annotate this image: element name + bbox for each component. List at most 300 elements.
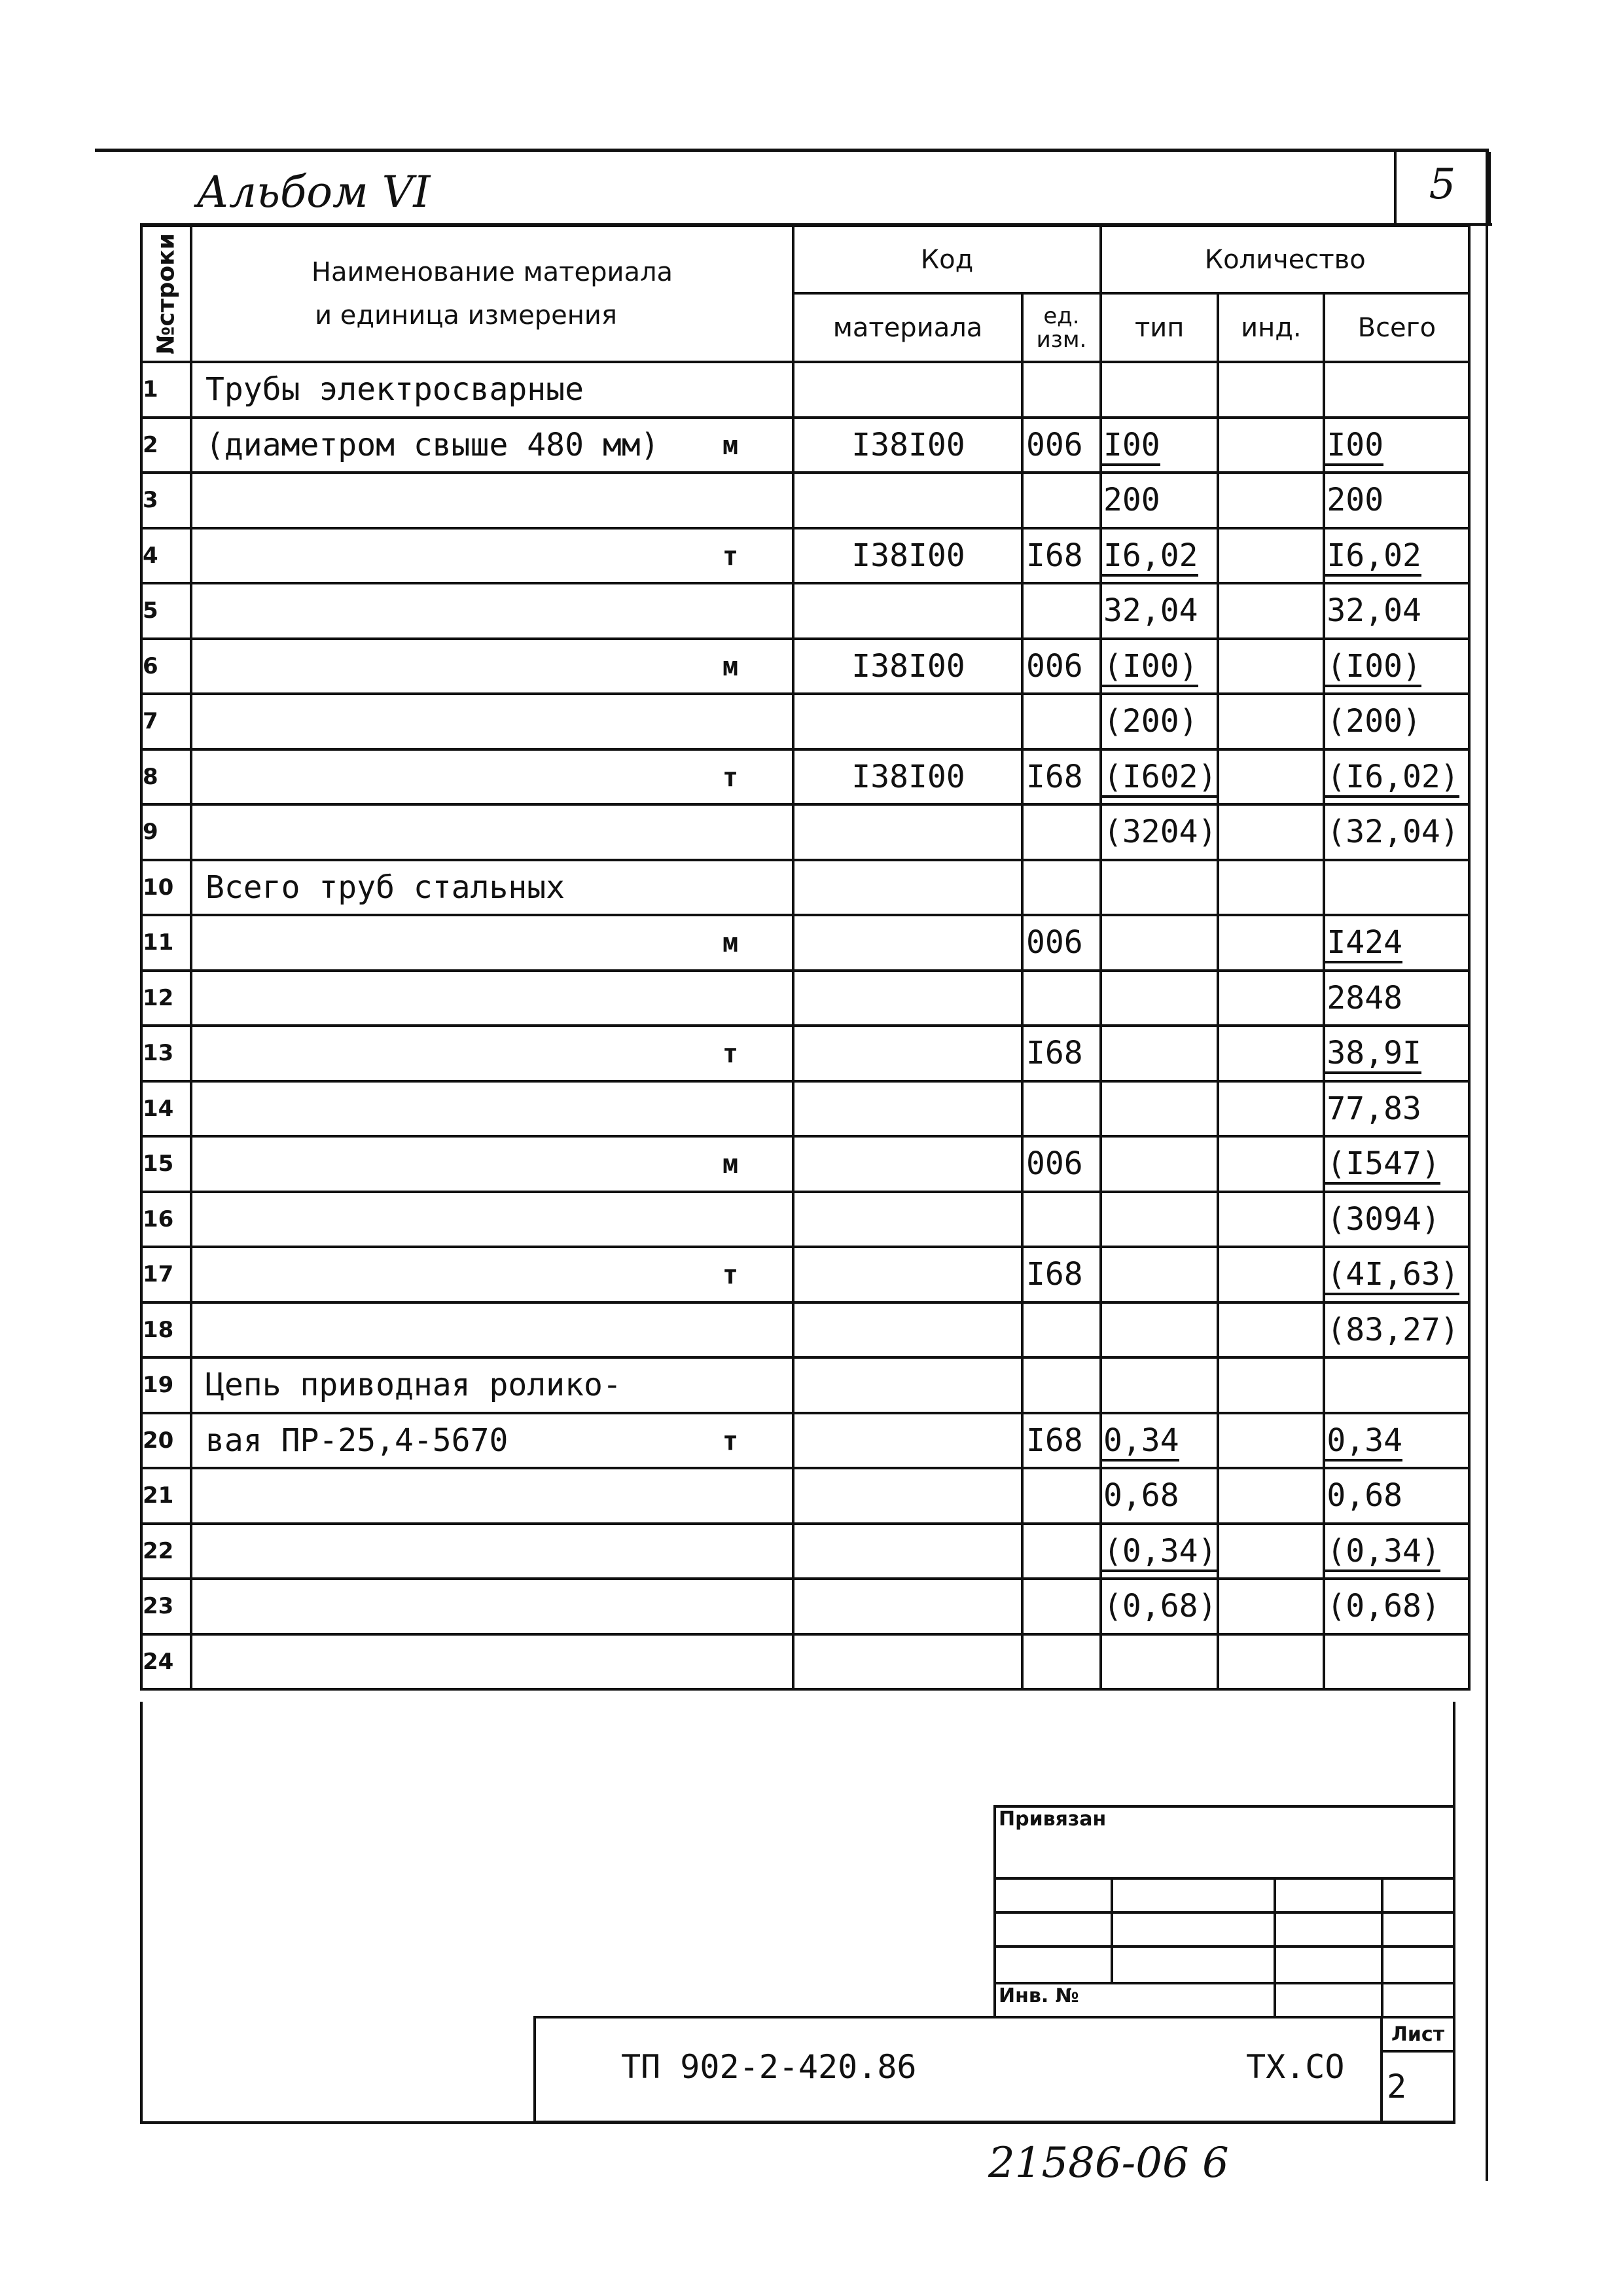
material-code-cell <box>793 1579 1022 1634</box>
row-number: 2 <box>143 431 158 458</box>
row-number-cell <box>141 362 191 418</box>
qty-total: (0,68) <box>1327 1588 1440 1625</box>
qty-total-cell <box>1324 1136 1469 1192</box>
doc-mark: ТХ.СО <box>1246 2048 1345 2086</box>
table-row <box>141 1357 1469 1413</box>
material-code <box>907 371 908 408</box>
document-stamp <box>533 2016 1455 2123</box>
sheet-label: Лист <box>1382 2017 1454 2051</box>
material-name: (диаметром свыше 480 мм) <box>205 426 660 463</box>
qty-type <box>1102 1312 1103 1348</box>
material-code-cell <box>793 1634 1022 1690</box>
qty-type-cell <box>1101 1524 1218 1579</box>
qty-total: 32,04 <box>1327 592 1421 630</box>
qty-total: (I6,02) <box>1325 759 1459 798</box>
table-row <box>141 804 1469 860</box>
page-number-box <box>1394 152 1491 224</box>
unit-letter: м <box>722 928 739 958</box>
qty-type: 200 <box>1103 482 1160 519</box>
qty-total-cell <box>1324 639 1469 694</box>
qty-total-cell <box>1324 362 1469 418</box>
qty-type <box>1102 980 1103 1016</box>
qty-total-cell <box>1324 694 1469 749</box>
table-row <box>141 528 1469 584</box>
material-code <box>907 482 908 518</box>
top-rule <box>95 149 1489 152</box>
material-code-cell <box>793 1192 1022 1247</box>
binding-stamp <box>993 1805 1455 2018</box>
qty-type-cell <box>1101 1026 1218 1081</box>
qty-total: I00 <box>1325 427 1383 466</box>
sheet-value: 2 <box>1382 2051 1454 2122</box>
unit-code <box>1025 1588 1026 1624</box>
qty-total: 77,83 <box>1327 1090 1421 1127</box>
qty-total-cell <box>1324 1081 1469 1137</box>
unit-code-cell <box>1022 1413 1101 1469</box>
material-code-cell <box>793 804 1022 860</box>
material-code <box>907 1256 908 1293</box>
unit-letter: т <box>722 762 739 793</box>
bound-label: Привязан <box>999 1808 1107 1831</box>
qty-type: I6,02 <box>1102 537 1198 577</box>
row-number-cell <box>141 1524 191 1579</box>
doc-code: ТП 902-2-420.86 <box>621 2048 917 2086</box>
qty-total-cell <box>1324 1357 1469 1413</box>
material-name-cell <box>191 860 793 916</box>
material-name-cell <box>191 1247 793 1302</box>
unit-code-cell <box>1022 1192 1101 1247</box>
qty-type <box>1102 1145 1103 1182</box>
material-name-cell <box>191 362 793 418</box>
unit-code-cell <box>1022 528 1101 584</box>
qty-type: 0,68 <box>1103 1477 1179 1515</box>
qty-total: 200 <box>1327 482 1384 519</box>
material-name-cell <box>191 1192 793 1247</box>
row-number: 16 <box>143 1206 174 1232</box>
qty-total: 38,9I <box>1325 1035 1421 1074</box>
table-row <box>141 362 1469 418</box>
row-number: 13 <box>143 1040 174 1067</box>
material-code-cell <box>793 473 1022 528</box>
material-name: Цепь приводная ролико- <box>205 1367 622 1404</box>
qty-total-cell <box>1324 1468 1469 1524</box>
frame-left <box>140 1702 143 2124</box>
material-code-cell <box>793 1247 1022 1302</box>
unit-code-cell <box>1022 1579 1101 1634</box>
material-code-cell <box>793 1026 1022 1081</box>
row-number-cell <box>141 418 191 473</box>
qty-total: (I00) <box>1325 648 1421 687</box>
row-number: 3 <box>143 487 158 514</box>
qty-ind-cell <box>1218 1302 1324 1358</box>
material-name <box>192 1643 205 1680</box>
material-name <box>192 648 205 685</box>
row-no-header <box>141 226 191 362</box>
material-name <box>192 537 205 574</box>
row-number: 17 <box>143 1261 174 1288</box>
material-code: I38I00 <box>851 537 965 574</box>
material-name <box>192 1477 205 1514</box>
qty-type-cell <box>1101 1413 1218 1469</box>
material-name-cell <box>191 583 793 639</box>
qty-total-cell <box>1324 1247 1469 1302</box>
material-name-cell <box>191 1413 793 1469</box>
unit-letter: т <box>722 1260 739 1290</box>
bound-cell <box>995 1806 1454 1878</box>
qty-ind-cell <box>1218 1468 1324 1524</box>
row-number: 5 <box>143 598 158 624</box>
qty-total-header: Всего <box>1324 293 1469 362</box>
name-header-line2: и единица измерения <box>315 300 617 331</box>
material-code-cell <box>793 583 1022 639</box>
qty-total <box>1325 1643 1327 1680</box>
table-row <box>141 971 1469 1026</box>
qty-type <box>1102 1035 1103 1071</box>
qty-total-cell <box>1324 1579 1469 1634</box>
material-name-cell <box>191 1081 793 1137</box>
qty-ind-cell <box>1218 971 1324 1026</box>
table-body <box>141 362 1469 1689</box>
row-number-cell <box>141 1026 191 1081</box>
material-name-cell <box>191 749 793 805</box>
qty-total-cell <box>1324 915 1469 971</box>
table-row <box>141 1634 1469 1690</box>
table-row <box>141 583 1469 639</box>
material-code-cell <box>793 1468 1022 1524</box>
material-code <box>907 1533 908 1570</box>
table-row <box>141 1413 1469 1469</box>
material-code-cell <box>793 915 1022 971</box>
qty-type <box>1102 1090 1103 1127</box>
material-name: Всего труб стальных <box>205 869 565 906</box>
unit-letter: т <box>722 541 739 571</box>
table-row <box>141 1192 1469 1247</box>
qty-total-cell <box>1324 1634 1469 1690</box>
right-margin-line <box>1486 152 1488 2181</box>
qty-ind-cell <box>1218 1192 1324 1247</box>
unit-letter: т <box>722 1039 739 1069</box>
row-number: 19 <box>143 1372 174 1399</box>
qty-type-cell <box>1101 1302 1218 1358</box>
material-name <box>192 1533 205 1570</box>
qty-type-cell <box>1101 583 1218 639</box>
qty-ind-cell <box>1218 362 1324 418</box>
unit-letter: м <box>722 651 739 682</box>
unit-code <box>1025 1533 1026 1570</box>
qty-type-cell <box>1101 1081 1218 1137</box>
material-code-cell <box>793 1302 1022 1358</box>
material-code: I38I00 <box>851 758 965 795</box>
unit-code <box>1025 1367 1026 1403</box>
row-number: 11 <box>143 929 174 956</box>
table-row <box>141 1302 1469 1358</box>
code-unit-header: ед. изм. <box>1022 293 1101 362</box>
row-number-cell <box>141 1247 191 1302</box>
material-code <box>907 1090 908 1127</box>
material-code-cell <box>793 694 1022 749</box>
qty-type-cell <box>1101 362 1218 418</box>
row-number: 12 <box>143 984 174 1011</box>
qty-total: 0,68 <box>1327 1477 1402 1515</box>
row-number-cell <box>141 749 191 805</box>
material-code <box>907 814 908 850</box>
qty-total-cell <box>1324 1302 1469 1358</box>
unit-code <box>1025 1643 1026 1680</box>
material-code <box>907 1643 908 1680</box>
qty-total: I6,02 <box>1325 537 1421 577</box>
qty-type <box>1102 1643 1103 1680</box>
material-code <box>907 1312 908 1348</box>
inv-label: Инв. № <box>999 1984 1079 2007</box>
material-code-cell <box>793 418 1022 473</box>
material-name <box>192 1312 205 1348</box>
qty-total: (4I,63) <box>1325 1256 1459 1295</box>
material-code-cell <box>793 362 1022 418</box>
material-code <box>907 592 908 629</box>
qty-total: (200) <box>1327 703 1421 740</box>
table-row <box>141 1081 1469 1137</box>
unit-code-cell <box>1022 473 1101 528</box>
row-number: 14 <box>143 1095 174 1122</box>
row-number-cell <box>141 473 191 528</box>
material-code-cell <box>793 528 1022 584</box>
table-row <box>141 1136 1469 1192</box>
unit-letter: т <box>722 1426 739 1456</box>
qty-type <box>1102 371 1103 408</box>
album-title: Альбом VI <box>196 167 431 217</box>
page-number: 5 <box>1429 160 1456 209</box>
qty-type <box>1102 869 1103 906</box>
name-header-line1: Наименование материала <box>311 257 673 287</box>
material-name-cell <box>191 639 793 694</box>
material-name-cell <box>191 1468 793 1524</box>
row-number-cell <box>141 1634 191 1690</box>
row-number: 15 <box>143 1151 174 1177</box>
qty-total-cell <box>1324 583 1469 639</box>
qty-type-cell <box>1101 749 1218 805</box>
qty-ind-cell <box>1218 804 1324 860</box>
unit-code-cell <box>1022 1136 1101 1192</box>
material-code <box>907 980 908 1016</box>
unit-code-cell <box>1022 860 1101 916</box>
qty-type: 0,34 <box>1102 1422 1179 1462</box>
row-number: 21 <box>143 1482 174 1509</box>
unit-code <box>1025 869 1026 906</box>
material-name <box>192 703 205 740</box>
qty-type <box>1102 1256 1103 1293</box>
material-code <box>907 1588 908 1624</box>
unit-code: 006 <box>1026 426 1083 463</box>
qty-total: (3094) <box>1327 1200 1440 1238</box>
qty-total-cell <box>1324 749 1469 805</box>
qty-type <box>1102 1201 1103 1238</box>
row-number-cell <box>141 804 191 860</box>
unit-code <box>1025 1477 1026 1514</box>
unit-code-cell <box>1022 694 1101 749</box>
qty-ind-cell <box>1218 418 1324 473</box>
unit-code-cell <box>1022 804 1101 860</box>
row-number-cell <box>141 1136 191 1192</box>
row-number: 8 <box>143 763 158 790</box>
material-name-cell <box>191 915 793 971</box>
qty-total: (I547) <box>1325 1145 1440 1185</box>
material-name <box>192 482 205 518</box>
unit-code <box>1025 814 1026 850</box>
row-number-cell <box>141 639 191 694</box>
qty-type-cell <box>1101 418 1218 473</box>
unit-code <box>1025 371 1026 408</box>
qty-ind-cell <box>1218 1136 1324 1192</box>
material-name: вая ПР-25,4-5670 <box>205 1422 508 1459</box>
table-row <box>141 473 1469 528</box>
material-code: I38I00 <box>851 647 965 685</box>
qty-total-cell <box>1324 860 1469 916</box>
quantity-header: Количество <box>1101 226 1469 293</box>
unit-code <box>1025 1090 1026 1127</box>
unit-code-cell <box>1022 1302 1101 1358</box>
material-code-cell <box>793 639 1022 694</box>
qty-total <box>1325 869 1327 906</box>
qty-total-cell <box>1324 971 1469 1026</box>
material-code <box>907 703 908 740</box>
row-number-cell <box>141 528 191 584</box>
row-number-cell <box>141 1579 191 1634</box>
unit-code <box>1025 1312 1026 1348</box>
material-name <box>192 924 205 961</box>
table-row <box>141 1579 1469 1634</box>
row-number: 9 <box>143 819 158 846</box>
table-row <box>141 860 1469 916</box>
unit-code: 006 <box>1026 924 1083 961</box>
material-name-cell <box>191 694 793 749</box>
row-number-cell <box>141 694 191 749</box>
qty-total-cell <box>1324 473 1469 528</box>
material-code-cell <box>793 1081 1022 1137</box>
qty-total: (83,27) <box>1327 1311 1459 1348</box>
row-number: 7 <box>143 708 158 735</box>
qty-ind-cell <box>1218 528 1324 584</box>
qty-type-cell <box>1101 971 1218 1026</box>
unit-code-cell <box>1022 1081 1101 1137</box>
footer-handwritten: 21586-06 6 <box>988 2139 1229 2187</box>
materials-table <box>140 224 1471 1691</box>
qty-type-cell <box>1101 1247 1218 1302</box>
unit-code-cell <box>1022 749 1101 805</box>
qty-ind-header: инд. <box>1218 293 1324 362</box>
material-code <box>907 1145 908 1182</box>
material-code: I38I00 <box>851 426 965 463</box>
material-code-cell <box>793 749 1022 805</box>
qty-type: (200) <box>1103 703 1198 740</box>
row-number: 23 <box>143 1593 174 1620</box>
material-code <box>907 1201 908 1238</box>
material-name-cell <box>191 971 793 1026</box>
qty-ind-cell <box>1218 1081 1324 1137</box>
name-header <box>191 226 793 362</box>
qty-total-cell <box>1324 1026 1469 1081</box>
table-row <box>141 694 1469 749</box>
material-name <box>192 1035 205 1071</box>
qty-ind-cell <box>1218 915 1324 971</box>
row-number-cell <box>141 860 191 916</box>
qty-type-cell <box>1101 804 1218 860</box>
doc-code-cell <box>535 2017 1382 2122</box>
qty-type-cell <box>1101 1192 1218 1247</box>
qty-type-cell <box>1101 1136 1218 1192</box>
unit-code-cell <box>1022 639 1101 694</box>
material-code-cell <box>793 1136 1022 1192</box>
qty-total-cell <box>1324 1192 1469 1247</box>
qty-type-cell <box>1101 473 1218 528</box>
material-code-cell <box>793 1357 1022 1413</box>
material-name-cell <box>191 1026 793 1081</box>
qty-total <box>1325 371 1327 408</box>
material-code-cell <box>793 971 1022 1026</box>
unit-code: 006 <box>1026 1145 1083 1183</box>
unit-code-cell <box>1022 1026 1101 1081</box>
row-number-cell <box>141 1302 191 1358</box>
qty-type-cell <box>1101 1579 1218 1634</box>
unit-code-cell <box>1022 1247 1101 1302</box>
row-number-cell <box>141 583 191 639</box>
inv-cell <box>995 1983 1275 2017</box>
material-name-cell <box>191 528 793 584</box>
material-name-cell <box>191 1302 793 1358</box>
unit-code-cell <box>1022 915 1101 971</box>
material-code <box>907 869 908 906</box>
qty-ind-cell <box>1218 1634 1324 1690</box>
material-code <box>907 924 908 961</box>
unit-code <box>1025 592 1026 629</box>
qty-total-cell <box>1324 528 1469 584</box>
qty-ind-cell <box>1218 583 1324 639</box>
material-name-cell <box>191 804 793 860</box>
qty-total: 0,34 <box>1325 1422 1402 1462</box>
material-name-cell <box>191 473 793 528</box>
unit-code <box>1025 980 1026 1016</box>
row-no-header-text: №строки <box>152 233 180 355</box>
material-name <box>192 1090 205 1127</box>
qty-total-cell <box>1324 804 1469 860</box>
material-name: Трубы электросварные <box>205 371 584 408</box>
material-name <box>192 1145 205 1182</box>
table-row <box>141 1247 1469 1302</box>
qty-ind-cell <box>1218 1026 1324 1081</box>
material-name-cell <box>191 1524 793 1579</box>
material-code-cell <box>793 1524 1022 1579</box>
table-row <box>141 639 1469 694</box>
material-name <box>192 980 205 1016</box>
row-number: 24 <box>143 1648 174 1675</box>
qty-type: 32,04 <box>1103 592 1198 630</box>
material-name-cell <box>191 418 793 473</box>
unit-code-cell <box>1022 583 1101 639</box>
qty-total-cell <box>1324 1413 1469 1469</box>
unit-code <box>1025 1201 1026 1238</box>
qty-total: 2848 <box>1327 979 1402 1016</box>
qty-total-cell <box>1324 418 1469 473</box>
material-name <box>192 1588 205 1624</box>
table-row <box>141 418 1469 473</box>
qty-total: I424 <box>1325 924 1402 963</box>
qty-type <box>1102 924 1103 961</box>
unit-code: I68 <box>1026 1035 1083 1072</box>
material-code <box>907 1422 908 1459</box>
row-number-cell <box>141 1468 191 1524</box>
row-number: 22 <box>143 1537 174 1564</box>
qty-ind-cell <box>1218 749 1324 805</box>
qty-type-cell <box>1101 1634 1218 1690</box>
